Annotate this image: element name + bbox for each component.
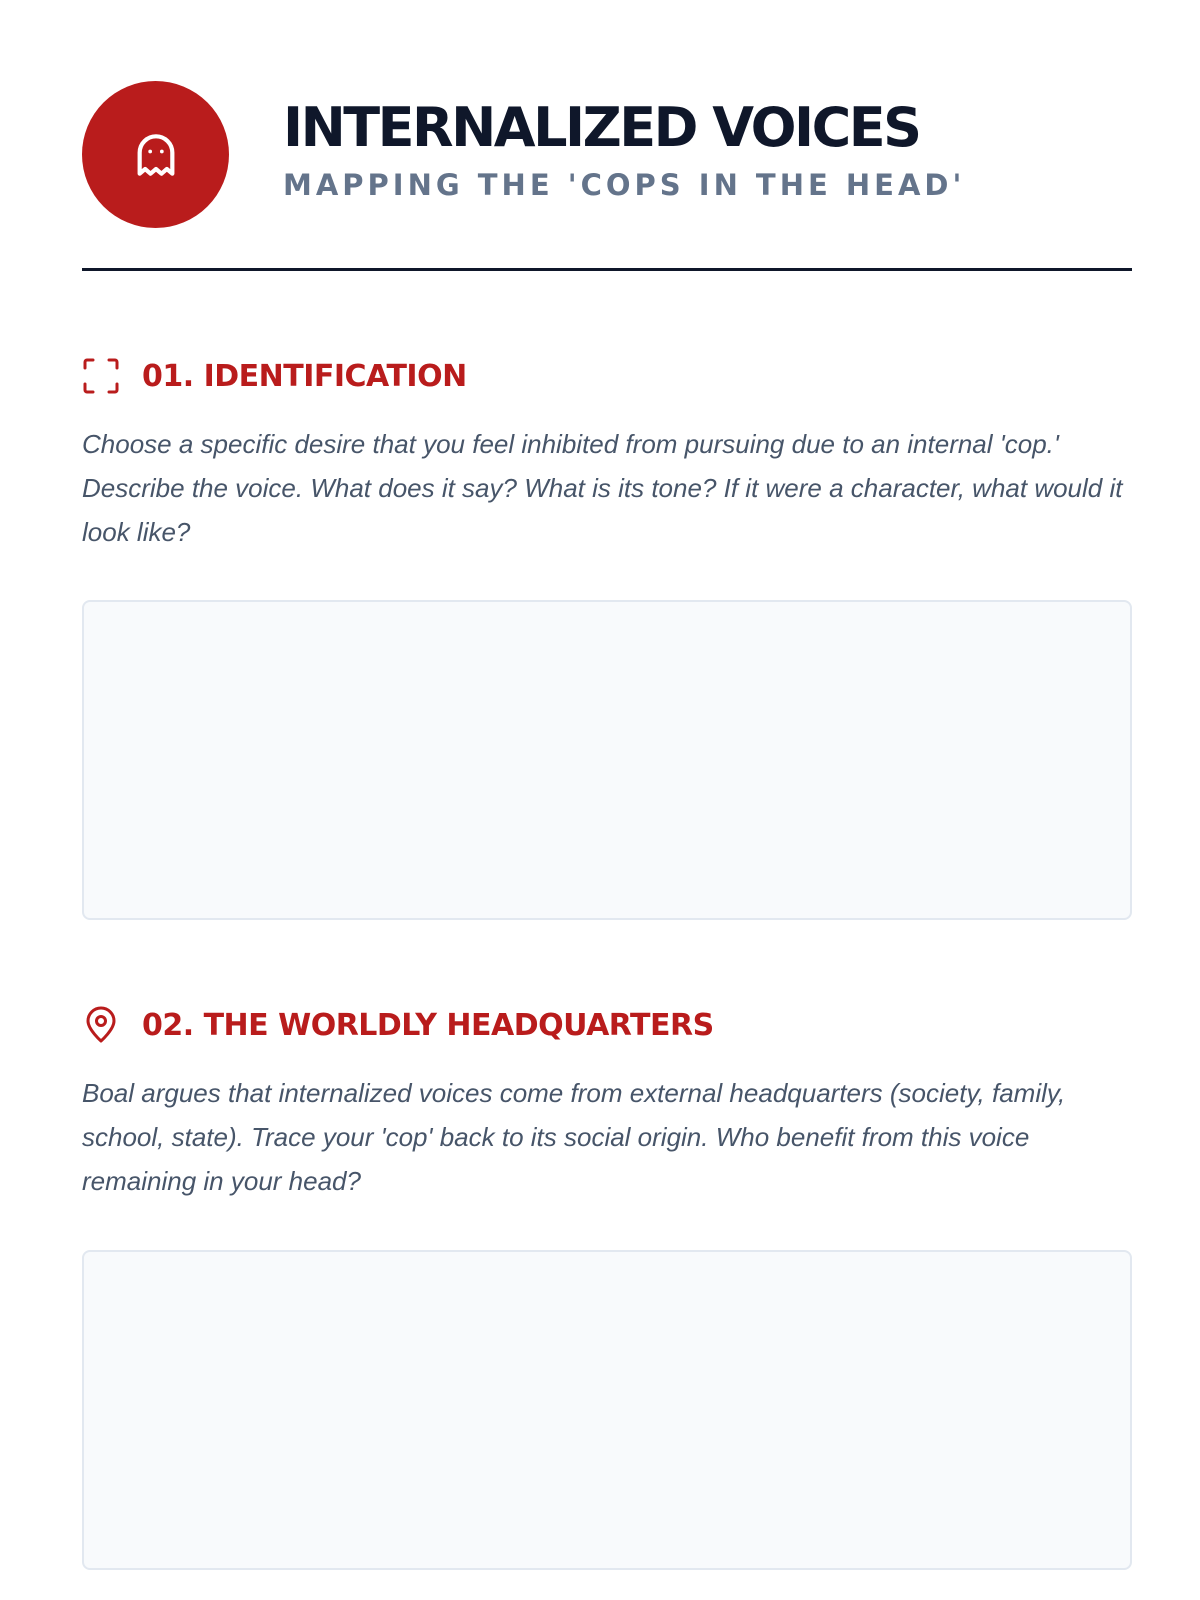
- page-title: INTERNALIZED VOICES: [283, 96, 920, 159]
- header-divider: [82, 268, 1132, 271]
- logo-badge: [82, 81, 229, 228]
- identification-answer-field[interactable]: [82, 600, 1132, 920]
- section-prompt: Choose a specific desire that you feel inhibited from pursuing due to an internal 'cop.' Describe the voice. What does it say? What is its tone? If it were a character, what would it look like?: [82, 429, 1123, 547]
- section-worldly-headquarters: [82, 1005, 1132, 1203]
- section-heading: [82, 1005, 1132, 1045]
- headquarters-answer-field[interactable]: [82, 1250, 1132, 1570]
- section-identification: [82, 356, 1132, 554]
- page-header: [82, 81, 1132, 231]
- section-heading: [82, 356, 1132, 396]
- page-subtitle: MAPPING THE 'COPS IN THE HEAD': [283, 168, 966, 202]
- section-title: 02. THE WORLDLY HEADQUARTERS: [142, 1007, 714, 1043]
- section-title: 01. IDENTIFICATION: [142, 358, 467, 394]
- ghost-icon: [128, 127, 184, 183]
- section-prompt: Boal argues that internalized voices come from external headquarters (society, family, school, state). Trace your 'cop' back to its social origin. Who benefit from this voice remaining in your head?: [82, 1078, 1066, 1196]
- scan-frame-icon: [82, 357, 120, 395]
- map-pin-icon: [82, 1006, 120, 1044]
